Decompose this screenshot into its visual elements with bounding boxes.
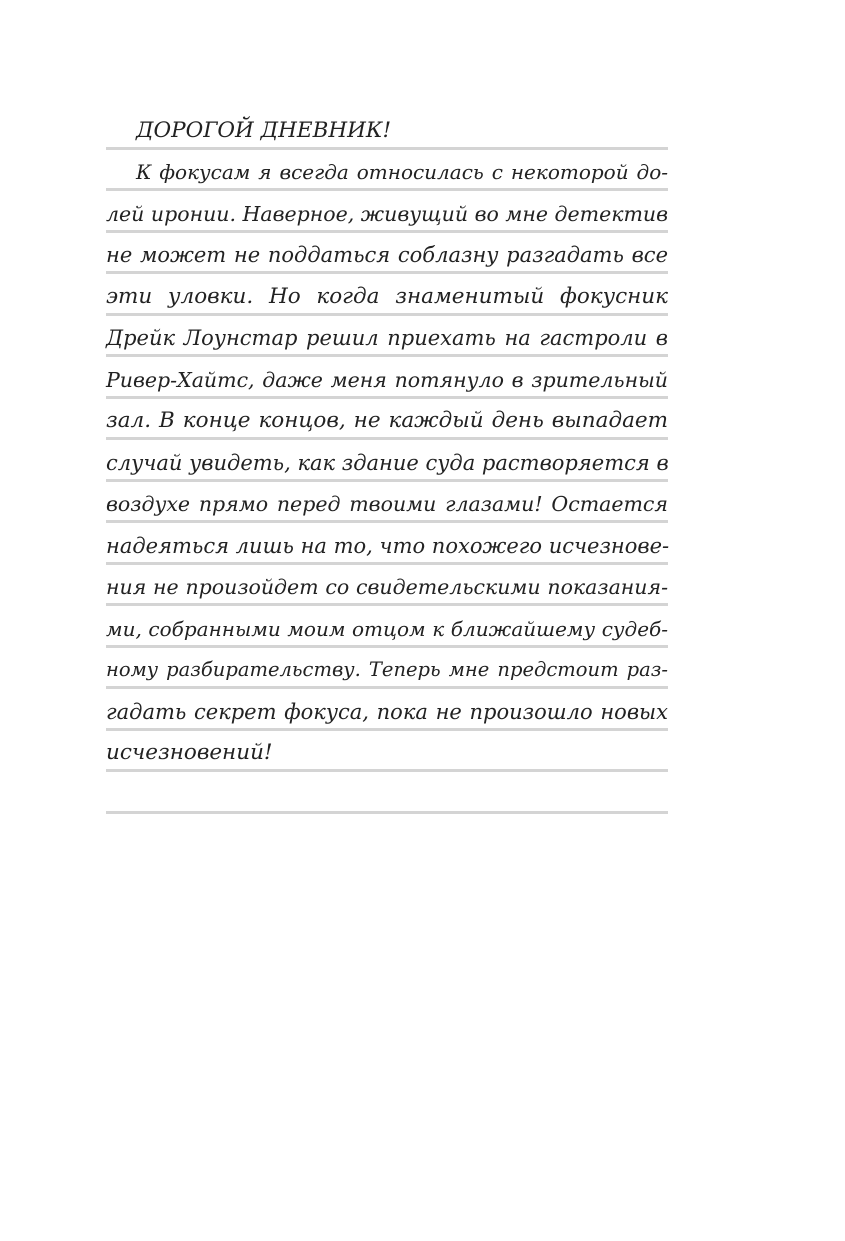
diary-empty-line [106, 772, 668, 814]
diary-line [106, 316, 668, 358]
diary-text-line: не может не поддаться соблазну разгадать все [106, 243, 668, 267]
diary-line [106, 440, 668, 482]
diary-line [106, 274, 668, 316]
diary-heading: ДОРОГОЙ ДНЕВНИК! [136, 117, 392, 143]
diary-text-line: надеяться лишь на то, что похожего исчезнове- [106, 533, 670, 558]
diary-line [106, 731, 668, 773]
diary-text-line: эти уловки. Но когда знаменитый фокусник [106, 283, 668, 309]
diary-entry [106, 108, 668, 814]
diary-text-line: воздухе прямо перед твоими глазами! Остается [106, 492, 668, 516]
diary-line [106, 357, 668, 399]
diary-line [106, 150, 668, 192]
diary-text-line: К фокусам я всегда относилась с некоторой до- [136, 160, 668, 184]
diary-line [106, 648, 668, 690]
diary-line [106, 191, 668, 233]
diary-line [106, 399, 668, 441]
diary-line [106, 689, 668, 731]
diary-line [106, 233, 668, 275]
diary-text-line: ми, собранными моим отцом к ближайшему судеб- [106, 616, 668, 641]
diary-line-heading [106, 108, 668, 150]
diary-line [106, 606, 668, 648]
diary-text-line: ному разбирательству. Теперь мне предстоит раз- [106, 658, 668, 681]
diary-text-line: гадать секрет фокуса, пока не произошло новых [106, 699, 668, 724]
diary-line [106, 523, 668, 565]
diary-text-line: Ривер-Хайтс, даже меня потянуло в зрительный [106, 367, 668, 392]
diary-text-line: Дрейк Лоунстар решил приехать на гастроли в [106, 326, 668, 350]
diary-text-line: лей иронии. Наверное, живущий во мне детектив [106, 201, 669, 226]
diary-text-line: ния не произойдет со свидетельскими показания- [106, 575, 668, 599]
diary-text-line: случай увидеть, как здание суда растворяется в [106, 450, 669, 475]
diary-text-line: зал. В конце концов, не каждый день выпадает [106, 408, 668, 433]
diary-line [106, 565, 668, 607]
diary-line [106, 482, 668, 524]
diary-text-line: исчезновений! [106, 740, 273, 765]
